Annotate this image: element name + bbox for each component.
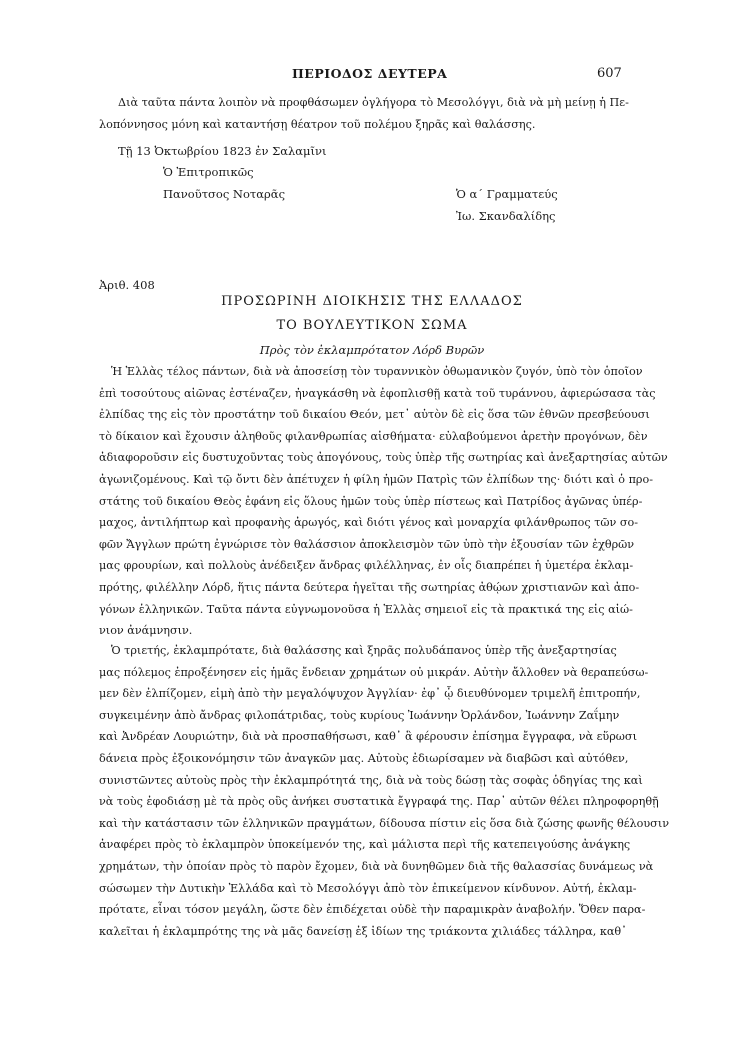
paragraph-2-line: ἀναφέρει πρὸς τὸ ἐκλαμπρὸν ὑποκείμενόν της, καὶ μάλιστα περὶ τῆς κατεπειγούσης ἀνάγκης — [99, 838, 631, 852]
paragraph-1-line: τὸ δίκαιον καὶ ἔχουσιν ἀληθοῦς φιλανθρωπίας αἰσθήματα· εὐλαβούμενοι ἀρετὴν προγόνων, δὲν — [99, 429, 648, 443]
paragraph-1-line: ἀγωνιζομένους. Καὶ τῷ ὄντι δὲν ἀπέτυχεν ἡ φίλη ἡμῶν Πατρὶς τῶν ἐλπίδων της· διότι καὶ ὁ προ- — [99, 472, 654, 486]
paragraph-2-line: σώσωμεν τὴν Δυτικὴν Ἑλλάδα καὶ τὸ Μεσολόγγι ἀπὸ τὸν ἐπικείμενον κίνδυνον. Αὐτή, ἐκλαμ- — [99, 881, 637, 895]
secretary-name: Ἰω. Σκανδαλίδης — [456, 209, 556, 223]
paragraph-2-line: πρότατε, εἶναι τόσον μεγάλη, ὥστε δὲν ἐπιδέχεται οὐδὲ τὴν παραμικρὰν ἀναβολήν. Ὅθεν παρα- — [99, 903, 646, 917]
document-number: Ἀριθ. 408 — [99, 278, 155, 292]
paragraph-2-line: μας πόλεμος ἐπροξένησεν εἰς ἡμᾶς ἔνδειαν χρημάτων οὐ μικράν. Αὐτὴν ἄλλοθεν νὰ θεραπεύσω- — [99, 665, 649, 679]
paragraph-1 — [99, 361, 668, 642]
top-line-1: Διὰ ταῦτα πάντα λοιπὸν νὰ προφθάσωμεν ὀγλήγορα τὸ Μεσολόγγι, διὰ νὰ μὴ μείνῃ ἡ Πε- — [118, 96, 629, 109]
paragraph-2-line: Ὁ τριετής, ἐκλαμπρότατε, διὰ θαλάσσης καὶ ξηρᾶς πολυδάπανος ὑπὲρ τῆς ἀνεξαρτησίας — [111, 644, 617, 657]
addressee: Πρὸς τὸν ἐκλαμπρότατον Λόρδ Βυρῶν — [259, 343, 485, 357]
paragraph-2-line: νὰ τοὺς ἐφοδιάσῃ μὲ τὰ πρὸς οὓς ἀνήκει συστατικὰ ἔγγραφά της. Παρ᾿ αὐτῶν θέλει πληροφορηθῇ — [99, 795, 659, 809]
paragraph-2-line: συγκειμένην ἀπὸ ἄνδρας φιλοπάτριδας, τοὺς κυρίους Ἰωάννην Ὀρλάνδον, Ἰωάννην Ζαΐμην — [99, 708, 620, 722]
paragraph-1-line: φῶν Ἄγγλων πρώτη ἐγνώρισε τὸν θαλάσσιον ἀποκλεισμὸν τῶν ὑπὸ τὴν ἐξουσίαν τῶν ἐχθρῶν — [99, 537, 635, 551]
secretary-label: Ὁ α΄ Γραμματεύς — [456, 187, 558, 201]
paragraph-1-line: ἐπὶ τοσούτους αἰῶνας ἐστέναζεν, ἠναγκάσθη νὰ ἐφοπλισθῇ κατὰ τοῦ τυράννου, ἀφιερώσασα τὰς — [99, 386, 656, 400]
header-title: ΠΕΡΙΟΔΟΣ ΔΕΥΤΕΡΑ — [292, 66, 448, 81]
top-line-2: λοπόννησος μόνη καὶ καταντήσῃ θέατρον τοῦ πολέμου ξηρᾶς καὶ θαλάσσης. — [99, 118, 536, 131]
paragraph-2-line: μεν δὲν ἐλπίζομεν, εἰμὴ ἀπὸ τὴν μεγαλόψυχον Ἀγγλίαν· ἐφ᾿ ᾧ διευθύνομεν τριμελῆ ἐπιτροπήν, — [99, 687, 641, 701]
paragraph-1-line: νιον ἀνάμνησιν. — [99, 624, 193, 638]
committee-label: Ὁ Ἐπιτροπικῶς — [163, 165, 254, 179]
paragraph-2-line: καλεῖται ἡ ἐκλαμπρότης της νὰ μᾶς δανείσῃ ἐξ ἰδίων της τριάκοντα χιλιάδες τάλληρα, καθ᾿ — [99, 924, 627, 938]
paragraph-2-line: συνιστῶντες αὐτοὺς πρὸς τὴν ἐκλαμπρότητά της, διὰ νὰ τοὺς δώσῃ τὰς σοφὰς ὁδηγίας της καὶ — [99, 773, 643, 787]
paragraph-1-line: πρότης, φιλέλλην Λόρδ, ἥτις πάντα δεύτερα ἡγεῖται τῆς σωτηρίας ἀθῴων χριστιανῶν καὶ ἀπο- — [99, 580, 640, 594]
paragraph-2-line: καὶ Ἀνδρέαν Λουριώτην, διὰ νὰ προσπαθήσωσι, καθ᾿ ἃ φέρουσιν ἐπίσημα ἔγγραφα, νὰ εὕρωσι — [99, 730, 637, 744]
committee-name: Πανοῦτσος Νοταρᾶς — [163, 187, 286, 201]
paragraph-2 — [99, 640, 669, 942]
paragraph-1-line: γόνων ἑλληνικῶν. Ταῦτα πάντα εὐγνωμονοῦσα ἡ Ἑλλὰς σημειοῖ εἰς τὰ πρακτικά της εἰς αἰώ- — [99, 602, 633, 616]
paragraph-2-line: χρημάτων, τὴν ὁποίαν πρὸς τὸ παρὸν ἔχομεν, διὰ νὰ δυνηθῶμεν διὰ τῆς θαλασσίας δυνάμεως νὰ — [99, 859, 654, 873]
paragraph-1-line: μαχος, ἀντιλήπτωρ καὶ προφανὴς ἀρωγός, καὶ διότι γένος καὶ μοναρχία φιλάνθρωπος τῶν σο- — [99, 516, 639, 530]
paragraph-1-line: ἀδιαφοροῦσιν εἰς δυστυχοῦντας τοὺς ἀπογόνους, τοὺς ὑπὲρ τῆς σωτηρίας καὶ ἀνεξαρτησίας αὐτῶν — [99, 451, 668, 465]
paragraph-2-line: καὶ τὴν κατάστασιν τῶν ἑλληνικῶν πραγμάτων, δίδουσα πίστιν εἰς ὅσα διὰ ζώσης φωνῆς θέλουσιν — [99, 816, 670, 830]
paragraph-1-line: στάτης τοῦ δικαίου Θεὸς ἐφάνη εἰς ὅλους ἡμῶν τοὺς ὑπὲρ πίστεως καὶ Πατρίδος ἀγῶνας ὑπέρ- — [99, 494, 643, 508]
page-number: 607 — [597, 66, 622, 81]
paragraph-1-line: μας φρουρίων, καὶ πολλοὺς ἀνέδειξεν ἄνδρας φιλέλληνας, ἐν οἷς διαπρέπει ἡ ὑμετέρα ἐκλαμ- — [99, 559, 634, 573]
document-title-line-1: ΠΡΟΣΩΡΙΝΗ ΔΙΟΙΚΗΣΙΣ ΤΗΣ ΕΛΛΑΔΟΣ — [221, 294, 523, 309]
paragraph-1-line: ἐλπίδας της εἰς τὸν προστάτην τοῦ δικαίου Θεόν, μετ᾿ αὐτὸν δὲ εἰς ὅσα τῶν ἐθνῶν πρεσβεύουσι — [99, 408, 650, 422]
paragraph-2-line: δάνεια πρὸς ἐξοικονόμησιν τῶν ἀναγκῶν μας. Αὐτοὺς ἐδιωρίσαμεν νὰ διαβῶσι καὶ αὐτόθεν, — [99, 751, 629, 765]
paragraph-1-line: Ἡ Ἑλλὰς τέλος πάντων, διὰ νὰ ἀποσείσῃ τὸν τυραννικὸν ὀθωμανικὸν ζυγόν, ὑπὸ τὸν ὁποῖον — [111, 365, 643, 378]
document-title-line-2: ΤΟ ΒΟΥΛΕΥΤΙΚΟΝ ΣΩΜΑ — [276, 318, 468, 333]
date-line: Τῇ 13 Ὀκτωβρίου 1823 ἐν Σαλαμῖνι — [118, 144, 327, 158]
